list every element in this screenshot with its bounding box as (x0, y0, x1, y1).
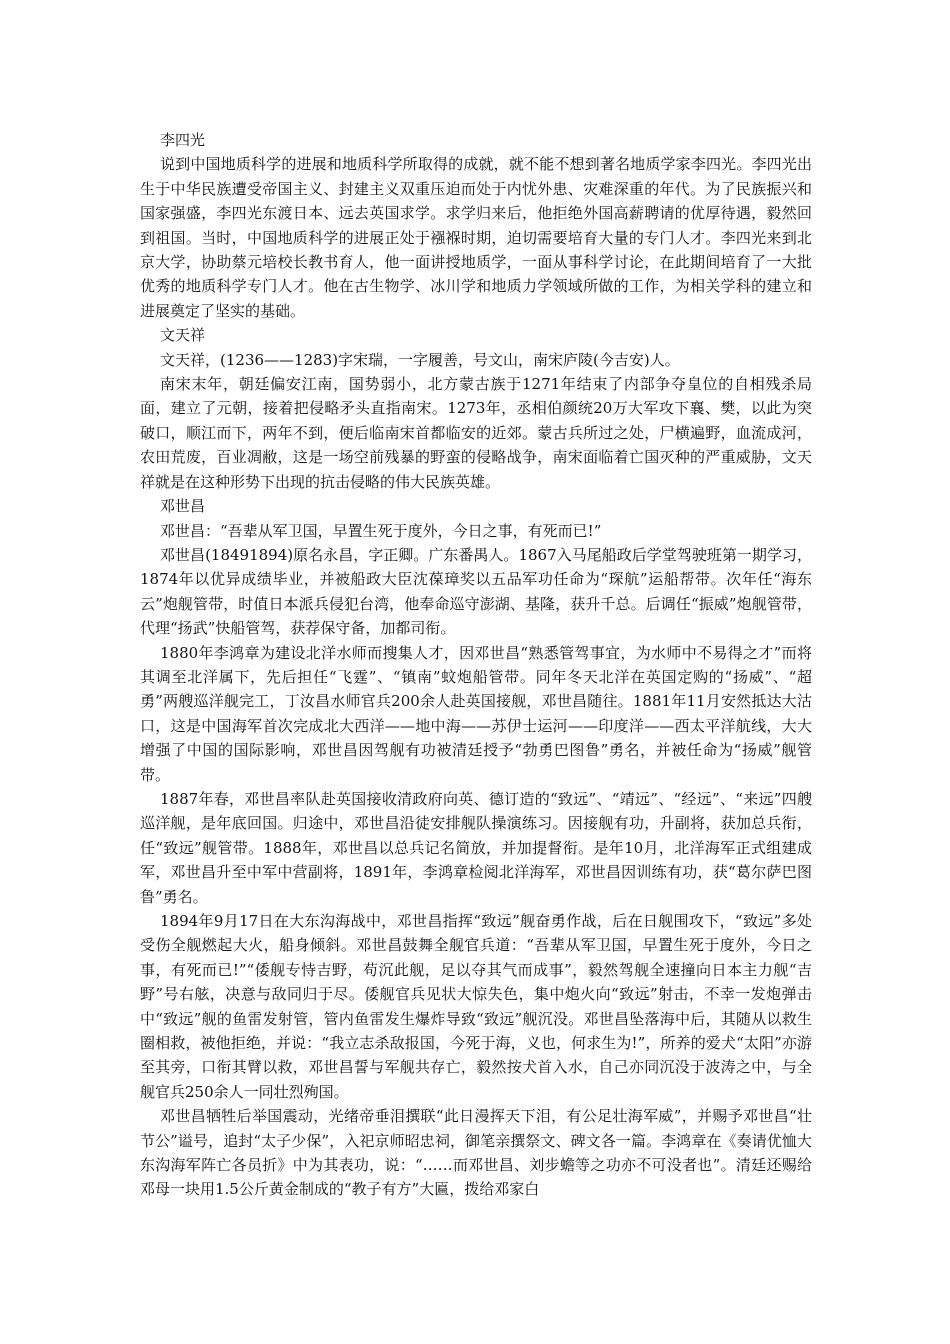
paragraph: 1880年李鸿章为建设北洋水师而搜集人才，因邓世昌“熟悉管驾事宜，为水师中不易得之才”而将其调至北洋属下，先后担任“飞霆”、“镇南”蚊炮船管带。同年冬天北洋在英国定购的“扬威”、“超勇”两艘巡洋舰完工，丁汝昌水师官兵200余人赴英国接舰，邓世昌随往。1881年11月安然抵达大沽口，这是中国海军首次完成北大西洋——地中海——苏伊士运河——印度洋——西太平洋航线，大大增强了中国的国际影响，邓世昌因驾舰有功被清廷授予“勃勇巴图鲁”勇名，并被任命为“扬威”舰管带。 (140, 643, 812, 784)
section-heading: 文天祥 (160, 326, 206, 345)
paragraph: 说到中国地质科学的进展和地质科学所取得的成就，就不能不想到著名地质学家李四光。李四光出生于中华民族遭受帝国主义、封建主义双重压迫而处于内忧外患、灾难深重的年代。为了民族振兴和国家强盛，李四光东渡日本、远去英国求学。求学归来后，他拒绝外国高薪聘请的优厚待遇，毅然回到祖国。当时，中国地质科学的进展正处于襁褓时期，迫切需要培育大量的专门人才。李四光来到北京大学，协助蔡元培校长教书育人，他一面讲授地质学，一面从事科学讨论，在此期间培育了一大批优秀的地质科学专门人才。他在古生物学、冰川学和地质力学领域所做的工作，为相关学科的建立和进展奠定了坚实的基础。 (140, 155, 812, 320)
paragraph: 1894年9月17日在大东沟海战中，邓世昌指挥“致远”舰奋勇作战，后在日舰围攻下，“致远”多处受伤全舰燃起大火，船身倾斜。邓世昌鼓舞全舰官兵道：“吾辈从军卫国，早置生死于度外，今日之事，有死而已!”“倭舰专恃吉野，苟沉此舰，足以夺其气而成事”，毅然驾舰全速撞向日本主力舰“吉野”号右舷，决意与敌同归于尽。倭舰官兵见状大惊失色，集中炮火向“致远”射击，不幸一发炮弹击中“致远”舰的鱼雷发射管，管内鱼雷发生爆炸导致“致远”舰沉没。邓世昌坠落海中后，其随从以救生圈相救，被他拒绝，并说：“我立志杀敌报国，今死于海，义也，何求生为!”，所养的爱犬“太阳”亦游至其旁，口衔其臂以救，邓世昌誓与军舰共存亡，毅然按犬首入水，自己亦同沉没于波涛之中，与全舰官兵250余人一同壮烈殉国。 (140, 912, 812, 1101)
document-page (140, 128, 812, 1202)
paragraph: 1887年春，邓世昌率队赴英国接收清政府向英、德订造的“致远”、“靖远”、“经远”、“来远”四艘巡洋舰，是年底回国。归途中，邓世昌沿徒安排舰队操演练习。因接舰有功，升副将，获加总兵衔，任“致远”舰管带。1888年，邓世昌以总兵记名简放，并加提督衔。是年10月，北洋海军正式组建成军，邓世昌升至中军中营副将，1891年，李鸿章检阅北洋海军，邓世昌因训练有功，获“葛尔萨巴图鲁”勇名。 (140, 789, 812, 906)
paragraph: 南宋末年，朝廷偏安江南，国势弱小，北方蒙古族于1271年结束了内部争夺皇位的自相残杀局面，建立了元朝，接着把侵略矛头直指南宋。1273年，丞相伯颜统20万大军攻下襄、樊，以此为突破口，顺江而下，两年不到，便后临南宋首都临安的近郊。蒙古兵所过之处，尸横遍野，血流成河，农田荒废，百业凋敝，这是一场空前残暴的野蛮的侵略战争，南宋面临着亡国灭种的严重威胁，文天祥就是在这种形势下出现的抗击侵略的伟大民族英雄。 (140, 375, 812, 491)
section-heading: 邓世昌 (160, 497, 206, 516)
paragraph: 邓世昌：“吾辈从军卫国，早置生死于度外，今日之事，有死而已!” (160, 521, 602, 540)
paragraph: 文天祥，(1236——1283)字宋瑞，一字履善，号文山，南宋庐陵(今吉安)人。 (160, 350, 680, 369)
paragraph: 邓世昌牺牲后举国震动，光绪帝垂泪撰联“此日漫挥天下泪，有公足壮海军威”，并赐予邓世昌“壮节公”谥号，追封“太子少保”，入祀京师昭忠祠，御笔亲撰祭文、碑文各一篇。李鸿章在《奏请优恤大东沟海军阵亡各员折》中为其表功，说：“……而邓世昌、刘步蟾等之功亦不可没者也”。清廷还赐给邓母一块用1.5公斤黄金制成的“教子有方”大匾，拨给邓家白 (140, 1107, 812, 1199)
section-deng-shichang (140, 494, 812, 1202)
paragraph: 邓世昌(18491894)原名永昌，字正卿。广东番禺人。1867入马尾船政后学堂驾驶班第一期学习，1874年以优异成绩毕业，并被船政大臣沈葆璋奖以五品军功任命为“琛航”运船帮带。次年任“海东云”炮舰管带，时值日本派兵侵犯台湾，他奉命巡守澎湖、基隆，获升千总。后调任“振威”炮舰管带，代理“扬武”快船管驾，获荐保守备，加都司衔。 (140, 545, 812, 638)
section-li-siguang (140, 128, 812, 323)
section-wen-tianxiang (140, 323, 812, 494)
section-heading: 李四光 (160, 131, 206, 149)
